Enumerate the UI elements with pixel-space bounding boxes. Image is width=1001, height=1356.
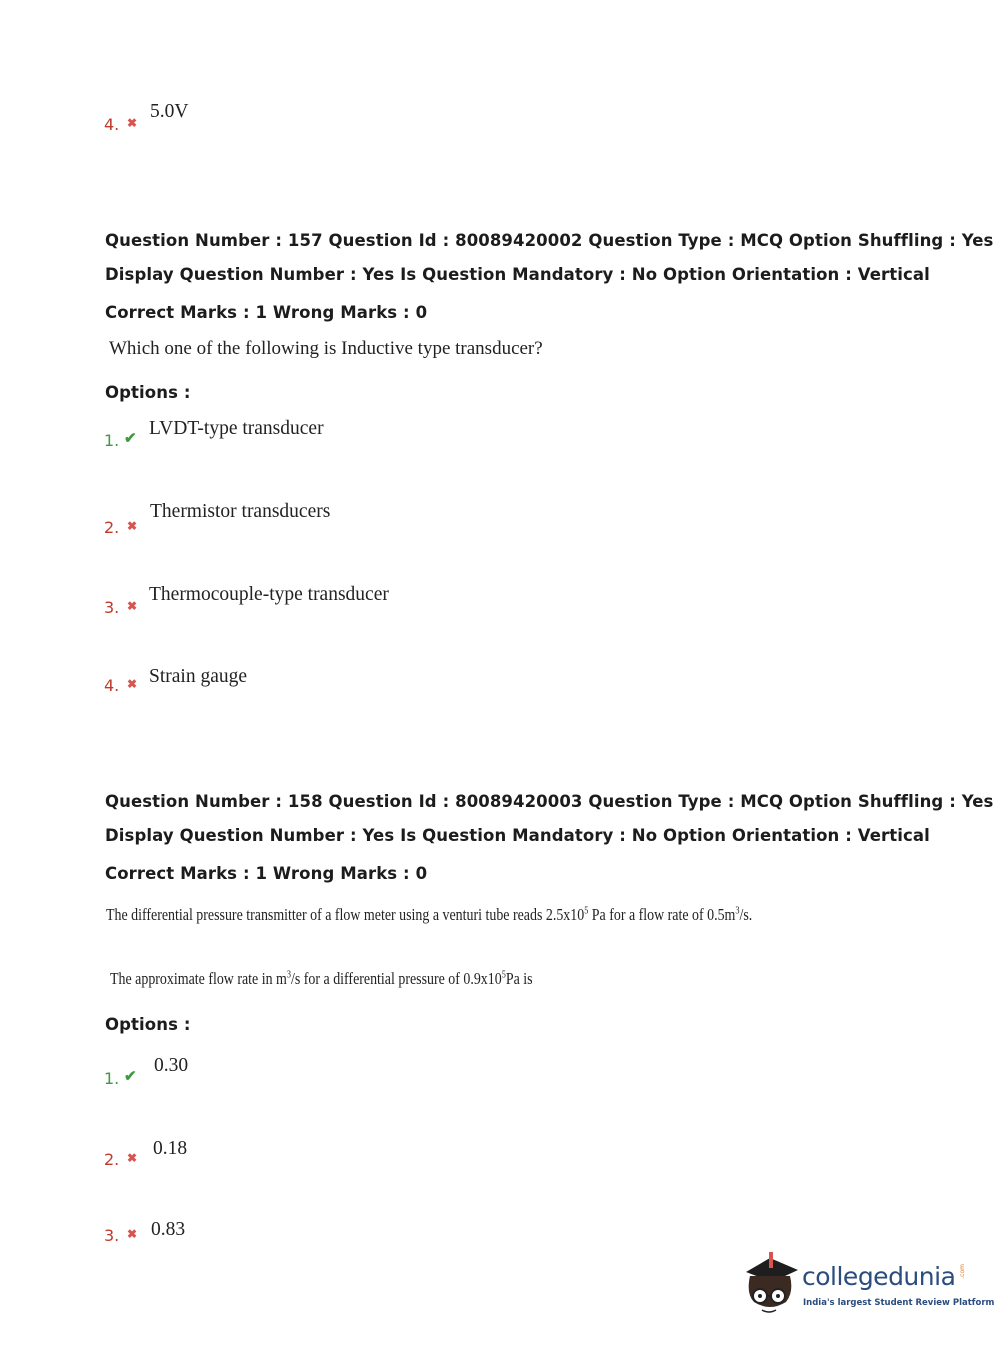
wrong-mark-icon: ✖ <box>127 519 138 533</box>
option-text: Thermistor transducers <box>150 501 331 522</box>
option-text: 5.0V <box>150 101 189 122</box>
wrong-mark-icon: ✖ <box>127 1227 138 1241</box>
question-marks: Correct Marks : 1 Wrong Marks : 0 <box>105 864 428 883</box>
question-meta-line-2: Display Question Number : Yes Is Question Mandatory : No Option Orientation : Vertical <box>105 826 930 845</box>
question-meta-line-2: Display Question Number : Yes Is Question Mandatory : No Option Orientation : Vertical <box>105 265 930 284</box>
logo-tagline: India's largest Student Review Platform <box>803 1298 995 1308</box>
question-text: Which one of the following is Inductive type transducer? <box>109 338 543 359</box>
option-text: 0.83 <box>151 1219 186 1240</box>
options-label: Options : <box>105 1015 191 1034</box>
option-number: 1. <box>104 1069 120 1088</box>
option-text: Strain gauge <box>149 666 248 687</box>
logo-name: collegedunia <box>802 1262 956 1291</box>
wrong-mark-icon: ✖ <box>127 677 138 691</box>
option-text: LVDT-type transducer <box>149 418 324 439</box>
correct-check-icon: ✔ <box>124 1068 137 1085</box>
option-number: 2. <box>104 518 120 537</box>
option-number: 4. <box>104 676 120 695</box>
option-number: 3. <box>104 598 120 617</box>
option-number: 4. <box>104 115 120 134</box>
question-text-line-2: The approximate flow rate in $m^3/s$ for a differential pressure of $0.9x10^5Pa$ is <box>110 969 533 988</box>
wrong-mark-icon: ✖ <box>127 116 138 130</box>
option-text: Thermocouple-type transducer <box>149 584 389 605</box>
question-meta-line-1: Question Number : 157 Question Id : 80089420002 Question Type : MCQ Option Shuffling : Yes <box>105 231 994 250</box>
wrong-mark-icon: ✖ <box>127 599 138 613</box>
option-number: 3. <box>104 1226 120 1245</box>
option-number: 1. <box>104 431 120 450</box>
question-meta-line-1: Question Number : 158 Question Id : 80089420003 Question Type : MCQ Option Shuffling : Yes <box>105 792 994 811</box>
question-marks: Correct Marks : 1 Wrong Marks : 0 <box>105 303 428 322</box>
option-number: 2. <box>104 1150 120 1169</box>
option-text: 0.30 <box>154 1055 189 1076</box>
logo-suffix: .com <box>959 1264 966 1279</box>
question-text-line-1: The differential pressure transmitter of a flow meter using a venturi tube reads $2.5x10^5$ Pa for a flow rate of $0.5m^3/s$. <box>106 905 753 924</box>
mascot-icon <box>740 1250 802 1318</box>
correct-check-icon: ✔ <box>124 430 137 447</box>
option-text: 0.18 <box>153 1138 188 1159</box>
collegedunia-logo <box>740 1250 995 1320</box>
wrong-mark-icon: ✖ <box>127 1151 138 1165</box>
options-label: Options : <box>105 383 191 402</box>
